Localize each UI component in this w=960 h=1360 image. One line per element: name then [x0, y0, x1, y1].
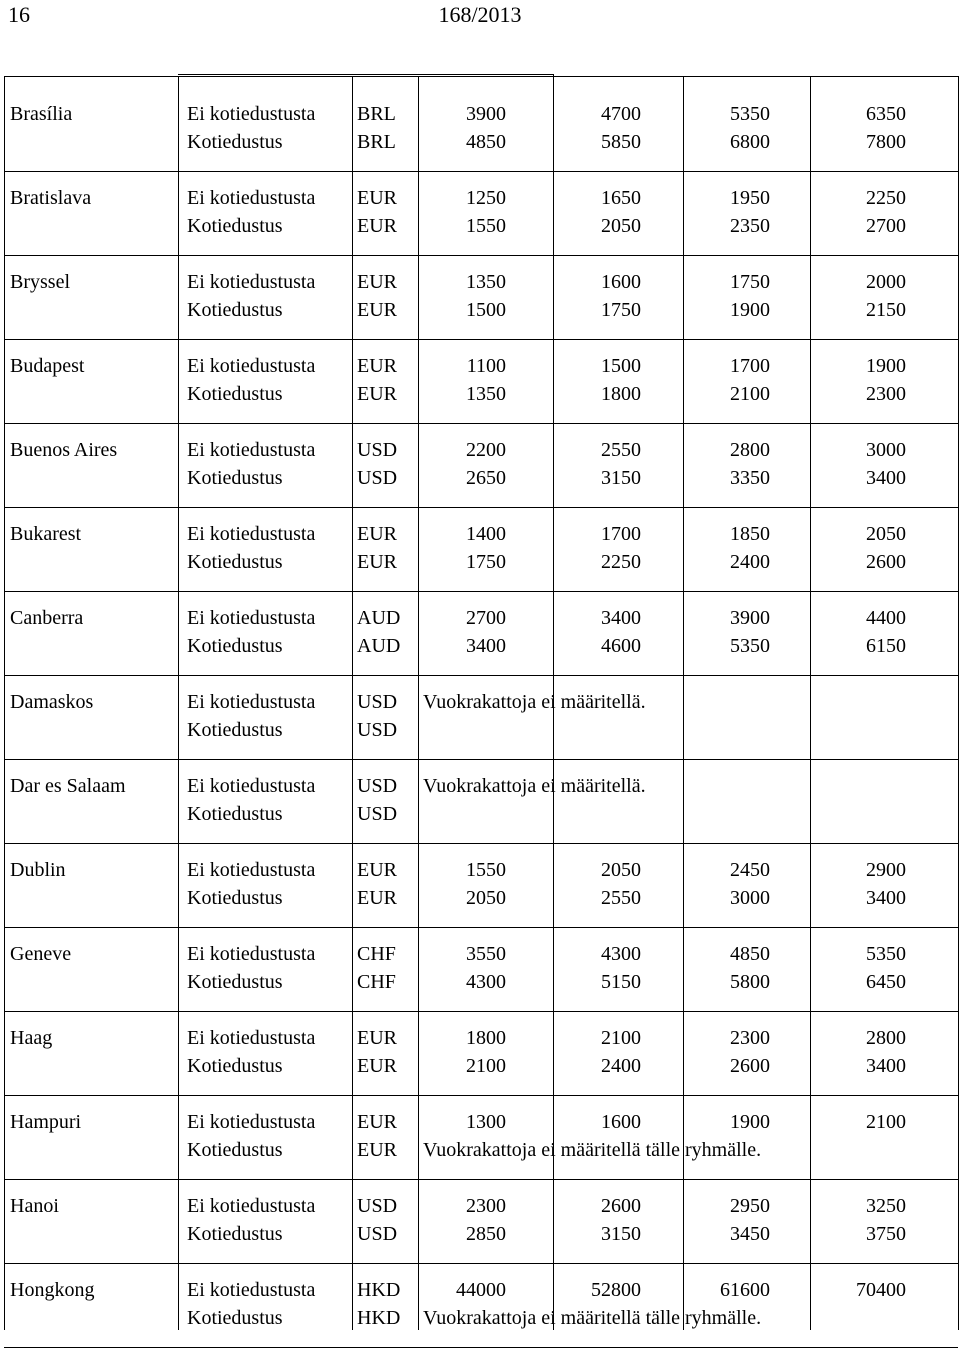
residence-type-rep: Kotiedustus	[187, 1139, 283, 1161]
residence-type-no-rep: Ei kotiedustusta	[187, 103, 316, 125]
city-name: Dar es Salaam	[10, 775, 126, 797]
currency: USD	[357, 439, 398, 461]
currency: USD	[357, 691, 398, 713]
rent-value: 3400	[866, 1055, 906, 1077]
residence-type-no-rep: Ei kotiedustusta	[187, 1195, 316, 1217]
rent-value: 2400	[730, 551, 770, 573]
currency: EUR	[357, 383, 397, 405]
rent-value: 3900	[730, 607, 770, 629]
rent-value: 2450	[730, 859, 770, 881]
city-name: Damaskos	[10, 691, 94, 713]
currency: HKD	[357, 1307, 401, 1329]
rent-value: 4850	[466, 131, 506, 153]
rent-value: 2800	[866, 1027, 906, 1049]
rent-value: 2550	[601, 439, 641, 461]
city-name: Canberra	[10, 607, 84, 629]
table-top-rule	[178, 74, 553, 75]
city-name: Buenos Aires	[10, 439, 118, 461]
city-name: Hongkong	[10, 1279, 95, 1301]
table-row	[0, 520, 960, 604]
currency: USD	[357, 719, 398, 741]
rent-value: 4850	[730, 943, 770, 965]
residence-type-no-rep: Ei kotiedustusta	[187, 943, 316, 965]
rent-value: 2100	[466, 1055, 506, 1077]
residence-type-no-rep: Ei kotiedustusta	[187, 1279, 316, 1301]
rent-value: 5350	[730, 103, 770, 125]
rent-value: 1850	[730, 523, 770, 545]
rent-value: 3750	[866, 1223, 906, 1245]
residence-type-rep: Kotiedustus	[187, 467, 283, 489]
rent-value: 1750	[730, 271, 770, 293]
rent-value: 1250	[466, 187, 506, 209]
table-row	[0, 436, 960, 520]
rent-value: 1800	[601, 383, 641, 405]
table-row	[0, 1192, 960, 1276]
rent-value: 1900	[866, 355, 906, 377]
rent-value: 1600	[601, 271, 641, 293]
rent-value: 1600	[601, 1111, 641, 1133]
residence-type-no-rep: Ei kotiedustusta	[187, 775, 316, 797]
residence-type-no-rep: Ei kotiedustusta	[187, 187, 316, 209]
table-row	[0, 604, 960, 688]
city-name: Hampuri	[10, 1111, 82, 1133]
currency: EUR	[357, 215, 397, 237]
rent-value: 6800	[730, 131, 770, 153]
residence-type-rep: Kotiedustus	[187, 887, 283, 909]
rent-value: 3000	[866, 439, 906, 461]
rent-value: 3900	[466, 103, 506, 125]
residence-type-rep: Kotiedustus	[187, 383, 283, 405]
residence-type-no-rep: Ei kotiedustusta	[187, 607, 316, 629]
currency: CHF	[357, 943, 396, 965]
rent-value: 1650	[601, 187, 641, 209]
rent-ceiling-note: Vuokrakattoja ei määritellä.	[423, 691, 646, 713]
residence-type-no-rep: Ei kotiedustusta	[187, 1111, 316, 1133]
table-top-rule	[4, 76, 958, 77]
city-name: Brasília	[10, 103, 73, 125]
table-row	[0, 856, 960, 940]
rent-value: 1300	[466, 1111, 506, 1133]
rent-value: 2600	[601, 1195, 641, 1217]
residence-type-rep: Kotiedustus	[187, 803, 283, 825]
rent-value: 2600	[730, 1055, 770, 1077]
residence-type-rep: Kotiedustus	[187, 131, 283, 153]
rent-value: 1550	[466, 859, 506, 881]
rent-value: 2700	[466, 607, 506, 629]
rent-value: 3550	[466, 943, 506, 965]
rent-value: 1400	[466, 523, 506, 545]
rent-value: 1900	[730, 299, 770, 321]
rent-value: 3000	[730, 887, 770, 909]
rent-value: 2600	[866, 551, 906, 573]
rent-value: 5800	[730, 971, 770, 993]
rent-value: 1750	[466, 551, 506, 573]
residence-type-rep: Kotiedustus	[187, 299, 283, 321]
table-row	[0, 100, 960, 184]
rent-value: 6150	[866, 635, 906, 657]
rent-value: 2950	[730, 1195, 770, 1217]
rent-value: 2300	[466, 1195, 506, 1217]
table-row	[0, 268, 960, 352]
rent-value: 5350	[730, 635, 770, 657]
rent-value: 44000	[456, 1279, 506, 1301]
table-row	[0, 688, 960, 772]
rent-value: 1350	[466, 271, 506, 293]
rent-ceiling-note: Vuokrakattoja ei määritellä.	[423, 775, 646, 797]
rent-value: 3250	[866, 1195, 906, 1217]
rent-value: 3400	[866, 467, 906, 489]
rent-value: 61600	[720, 1279, 770, 1301]
currency: EUR	[357, 1139, 397, 1161]
rent-value: 2100	[866, 1111, 906, 1133]
rent-value: 1100	[466, 355, 506, 377]
rent-value: 2850	[466, 1223, 506, 1245]
rent-value: 3350	[730, 467, 770, 489]
currency: EUR	[357, 271, 397, 293]
table-row	[0, 772, 960, 856]
table-row	[0, 1024, 960, 1108]
city-name: Bratislava	[10, 187, 92, 209]
currency: EUR	[357, 355, 397, 377]
rent-value: 3150	[601, 467, 641, 489]
rent-ceiling-note: Vuokrakattoja ei määritellä tälle ryhmälle.	[423, 1139, 762, 1161]
currency: EUR	[357, 299, 397, 321]
rent-value: 2700	[866, 215, 906, 237]
rent-value: 3400	[466, 635, 506, 657]
city-name: Bukarest	[10, 523, 82, 545]
table-row	[0, 1276, 960, 1360]
rent-value: 2900	[866, 859, 906, 881]
rent-value: 3150	[601, 1223, 641, 1245]
currency: EUR	[357, 859, 397, 881]
currency: BRL	[357, 131, 396, 153]
table-row	[0, 940, 960, 1024]
rent-value: 1550	[466, 215, 506, 237]
rent-value: 2200	[466, 439, 506, 461]
residence-type-rep: Kotiedustus	[187, 215, 283, 237]
currency: EUR	[357, 1055, 397, 1077]
currency: AUD	[357, 607, 401, 629]
rent-value: 2100	[730, 383, 770, 405]
residence-type-rep: Kotiedustus	[187, 551, 283, 573]
rent-value: 1500	[466, 299, 506, 321]
rent-value: 52800	[591, 1279, 641, 1301]
currency: USD	[357, 467, 398, 489]
page-number: 16	[8, 2, 30, 27]
residence-type-rep: Kotiedustus	[187, 971, 283, 993]
rent-value: 6350	[866, 103, 906, 125]
rent-value: 2300	[730, 1027, 770, 1049]
rent-ceiling-note: Vuokrakattoja ei määritellä tälle ryhmälle.	[423, 1307, 762, 1329]
rent-value: 2000	[866, 271, 906, 293]
rent-value: 2800	[730, 439, 770, 461]
rent-value: 4400	[866, 607, 906, 629]
table-row	[0, 1108, 960, 1192]
rent-value: 1900	[730, 1111, 770, 1133]
currency: USD	[357, 1195, 398, 1217]
rent-value: 1750	[601, 299, 641, 321]
rent-value: 2300	[866, 383, 906, 405]
table-row	[0, 352, 960, 436]
rent-value: 2250	[601, 551, 641, 573]
residence-type-rep: Kotiedustus	[187, 719, 283, 741]
rent-value: 2100	[601, 1027, 641, 1049]
currency: USD	[357, 1223, 398, 1245]
rent-value: 5850	[601, 131, 641, 153]
rent-value: 6450	[866, 971, 906, 993]
rent-value: 1700	[730, 355, 770, 377]
rent-value: 2050	[601, 215, 641, 237]
residence-type-rep: Kotiedustus	[187, 635, 283, 657]
rent-value: 1500	[601, 355, 641, 377]
rent-value: 2400	[601, 1055, 641, 1077]
rent-value: 3450	[730, 1223, 770, 1245]
residence-type-rep: Kotiedustus	[187, 1055, 283, 1077]
rent-value: 4600	[601, 635, 641, 657]
currency: EUR	[357, 887, 397, 909]
residence-type-no-rep: Ei kotiedustusta	[187, 271, 316, 293]
currency: HKD	[357, 1279, 401, 1301]
rent-value: 2350	[730, 215, 770, 237]
residence-type-rep: Kotiedustus	[187, 1307, 283, 1329]
currency: EUR	[357, 551, 397, 573]
rent-value: 5350	[866, 943, 906, 965]
residence-type-no-rep: Ei kotiedustusta	[187, 859, 316, 881]
rent-value: 5150	[601, 971, 641, 993]
table-row	[0, 184, 960, 268]
rent-value: 2250	[866, 187, 906, 209]
residence-type-no-rep: Ei kotiedustusta	[187, 1027, 316, 1049]
rent-value: 4700	[601, 103, 641, 125]
rent-value: 3400	[866, 887, 906, 909]
city-name: Hanoi	[10, 1195, 59, 1217]
currency: EUR	[357, 1111, 397, 1133]
currency: USD	[357, 775, 398, 797]
residence-type-no-rep: Ei kotiedustusta	[187, 691, 316, 713]
rent-value: 1700	[601, 523, 641, 545]
rent-value: 2050	[866, 523, 906, 545]
city-name: Budapest	[10, 355, 85, 377]
rent-value: 7800	[866, 131, 906, 153]
currency: EUR	[357, 187, 397, 209]
residence-type-no-rep: Ei kotiedustusta	[187, 523, 316, 545]
document-number: 168/2013	[438, 2, 522, 27]
rent-value: 4300	[601, 943, 641, 965]
currency: BRL	[357, 103, 396, 125]
rent-value: 2150	[866, 299, 906, 321]
currency: AUD	[357, 635, 401, 657]
city-name: Dublin	[10, 859, 66, 881]
rent-value: 70400	[856, 1279, 906, 1301]
city-name: Haag	[10, 1027, 53, 1049]
rent-value: 1800	[466, 1027, 506, 1049]
rent-value: 1950	[730, 187, 770, 209]
currency: EUR	[357, 1027, 397, 1049]
city-name: Bryssel	[10, 271, 70, 293]
rent-value: 2550	[601, 887, 641, 909]
currency: USD	[357, 803, 398, 825]
rent-value: 2050	[466, 887, 506, 909]
rent-value: 3400	[601, 607, 641, 629]
residence-type-no-rep: Ei kotiedustusta	[187, 439, 316, 461]
currency: EUR	[357, 523, 397, 545]
city-name: Geneve	[10, 943, 72, 965]
rent-value: 4300	[466, 971, 506, 993]
rent-value: 2650	[466, 467, 506, 489]
rent-value: 2050	[601, 859, 641, 881]
residence-type-no-rep: Ei kotiedustusta	[187, 355, 316, 377]
currency: CHF	[357, 971, 396, 993]
rent-value: 1350	[466, 383, 506, 405]
residence-type-rep: Kotiedustus	[187, 1223, 283, 1245]
